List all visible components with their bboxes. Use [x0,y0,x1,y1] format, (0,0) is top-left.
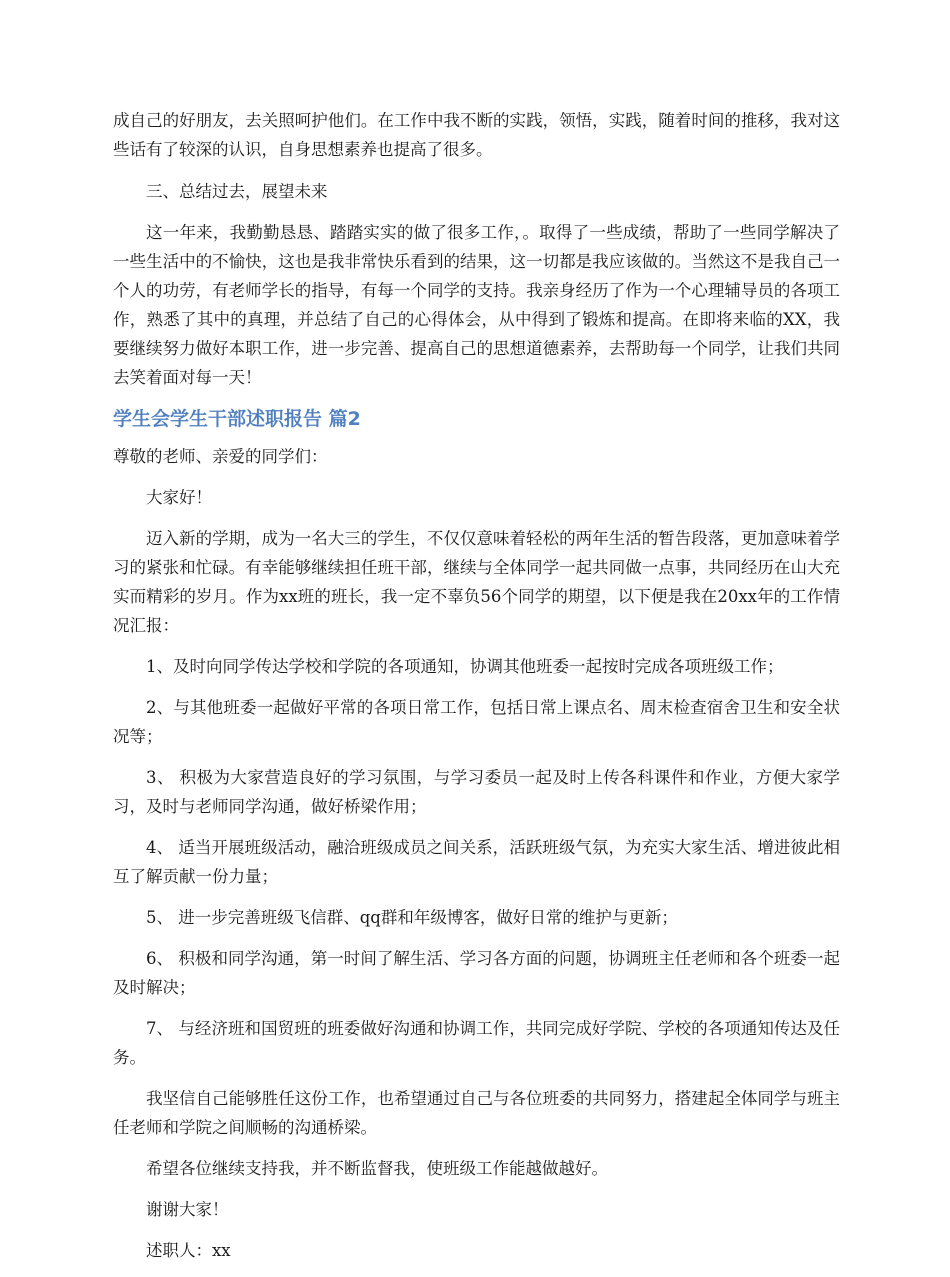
conclusion-paragraph: 我坚信自己能够胜任这份工作，也希望通过自己与各位班委的共同努力，搭建起全体同学与班主任老师和学院之间顺畅的沟通桥梁。 [113,1089,840,1137]
list-item: 5、 进一步完善班级飞信群、qq群和年级博客，做好日常的维护与更新； [146,908,678,927]
list-item: 2、与其他班委一起做好平常的各项日常工作，包括日常上课点名、周末检查宿舍卫生和安全状况等； [113,698,840,746]
thanks-line: 谢谢大家！ [146,1200,229,1219]
hope-paragraph: 希望各位继续支持我，并不断监督我，使班级工作能越做越好。 [146,1159,608,1178]
signature-line: 述职人：xx [146,1241,231,1260]
section-three-heading: 三、总结过去，展望未来 [146,182,328,201]
list-item: 4、 适当开展班级活动，融洽班级成员之间关系，活跃班级气氛，为充实大家生活、增进彼此相互了解贡献一份力量； [113,838,840,886]
continuation-paragraph: 成自己的好朋友，去关照呵护他们。在工作中我不断的实践，领悟，实践，随着时间的推移，我对这些话有了较深的认识，自身思想素养也提高了很多。 [113,111,840,159]
greeting: 大家好！ [146,488,212,507]
article-title: 学生会学生干部述职报告 篇2 [113,408,361,430]
list-item: 1、及时向同学传达学校和学院的各项通知，协调其他班委一起按时完成各项班级工作； [146,657,784,676]
list-item: 3、 积极为大家营造良好的学习氛围，与学习委员一起及时上传各科课件和作业，方便大家学习，及时与老师同学沟通，做好桥梁作用； [113,768,840,816]
document-body [113,106,840,1277]
section-three-paragraph: 这一年来，我勤勤恳恳、踏踏实实的做了很多工作，。取得了一些成绩，帮助了一些同学解决了一些生活中的不愉快，这也是我非常快乐看到的结果，这一切都是我应该做的。当然这不是我自己一个人的功劳，有老师学长的指导，有每一个同学的支持。我亲身经历了作为一个心理辅导员的各项工作，熟悉了其中的真理，并总结了自己的心得体会，从中得到了锻炼和提高。在即将来临的XX，我要继续努力做好本职工作，进一步完善、提高自己的思想道德素养，去帮助每一个同学，让我们共同去笑着面对每一天！ [113,223,840,387]
salutation: 尊敬的老师、亲爱的同学们： [113,447,328,466]
list-item: 7、 与经济班和国贸班的班委做好沟通和协调工作，共同完成好学院、学校的各项通知传达及任务。 [113,1019,840,1067]
list-item: 6、 积极和同学沟通，第一时间了解生活、学习各方面的问题，协调班主任老师和各个班委一起及时解决； [113,949,840,997]
intro-paragraph: 迈入新的学期，成为一名大三的学生，不仅仅意味着轻松的两年生活的暂告段落，更加意味着学习的紧张和忙碌。有幸能够继续担任班干部，继续与全体同学一起共同做一点事，共同经历在山大充实而精彩的岁月。作为xx班的班长，我一定不辜负56个同学的期望，以下便是我在20xx年的工作情况汇报： [113,529,840,635]
